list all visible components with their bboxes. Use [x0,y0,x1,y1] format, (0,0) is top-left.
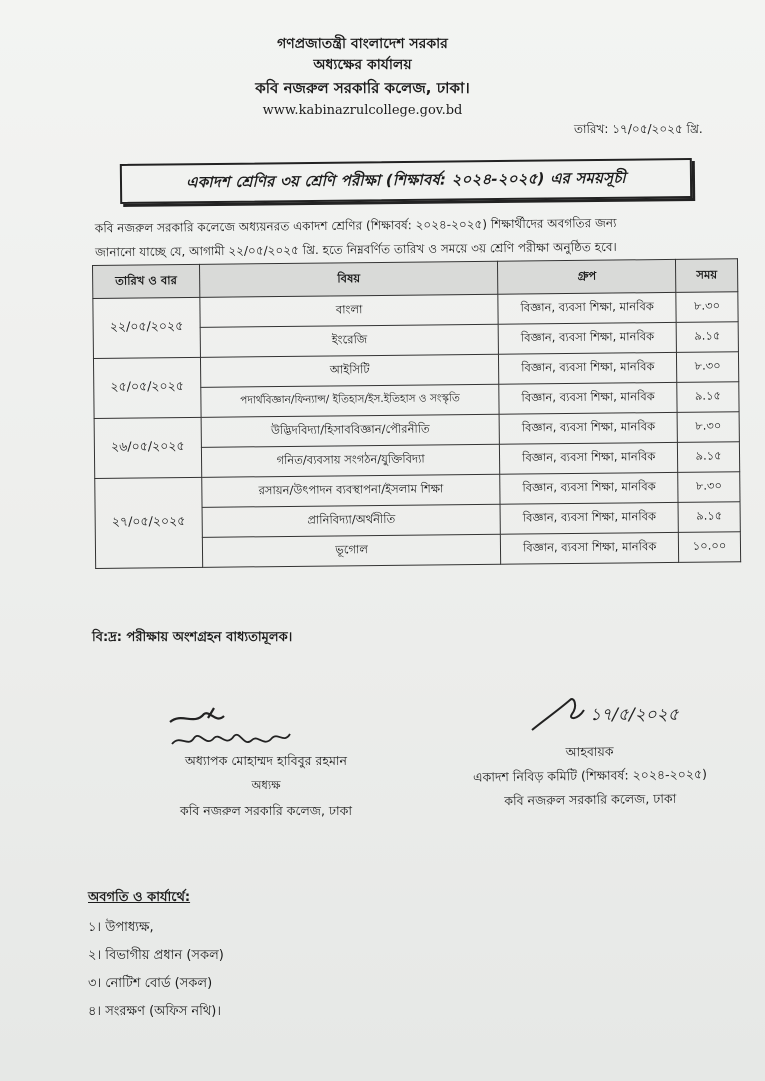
date-cell: ২৬/০৫/২০২৫ [94,417,201,478]
subject-cell: ভূগোল [202,534,501,567]
convener-designation: আহবায়ক [565,743,614,760]
date-cell: ২৭/০৫/২০২৫ [95,477,203,568]
distribution-list [88,884,224,1026]
convener-signature [530,690,710,744]
list-item: ৩। নোটিশ বোর্ড (সকল) [88,976,213,991]
subject-cell: আইসিটি [200,354,499,387]
subject-cell: প্রানিবিদ্যা/অর্থনীতি [202,504,501,537]
time-cell: ৮.৩০ [677,412,739,443]
group-cell: বিজ্ঞান, ব্যবসা শিক্ষা, মানবিক [501,532,679,564]
header-group: গ্রুপ [498,259,676,294]
college-website: www.kabinazrulcollege.gov.bd [262,103,463,118]
college-name: কবি নজরুল সরকারি কলেজ, ঢাকা। [255,79,470,97]
subject-cell: রসায়ন/উৎপাদন ব্যবস্থাপনা/ইসলাম শিক্ষা [202,474,501,507]
principal-signature-scribble [164,704,304,752]
distribution-heading: অবগতি ও কার্যার্থে: [88,890,191,905]
list-item: ১। উপাধ্যক্ষ, [88,920,154,935]
list-item: ৪। সংরক্ষণ (অফিস নথি)। [88,1004,221,1019]
principal-designation: অধ্যক্ষ [251,778,281,792]
convener-institution: কবি নজরুল সরকারি কলেজ, ঢাকা [504,790,677,809]
list-item: ২। বিভাগীয় প্রধান (সকল) [88,948,224,963]
time-cell: ৯.১৫ [678,502,740,533]
office-name: অধ্যক্ষের কার্যালয় [313,57,412,73]
convener-committee: একাদশ নিবিড় কমিটি (শিক্ষাবর্ষ: ২০২৪-২০২৫) [472,766,708,785]
group-cell: বিজ্ঞান, ব্যবসা শিক্ষা, মানবিক [500,502,678,534]
intro-line-2: জানানো যাচ্ছে যে, আগামী ২২/০৫/২০২৫ খ্রি. হতে নিম্নবর্ণিত তারিখ ও সময়ে ৩য় শ্রেণি পরীক্ষা অনুষ্ঠিত হবে। [95,239,617,260]
convener-signature-date: ১৭/৫/২০২৫ [590,705,679,725]
group-cell: বিজ্ঞান, ব্যবসা শিক্ষা, মানবিক [498,292,676,324]
time-cell: ৯.১৫ [676,322,738,353]
principal-name: অধ্যাপক মোহাম্মদ হাবিবুর রহমান [185,753,347,768]
time-cell: ১০.০০ [678,532,740,563]
govt-name: গণপ্রজাতন্ত্রী বাংলাদেশ সরকার [277,36,448,52]
subject-cell: পদার্থবিজ্ঞান/ফিন্যান্স/ ইতিহাস/ইস.ইতিহাস ও সংস্কৃতি [201,384,500,417]
date-cell: ২২/০৫/২০২৫ [93,297,200,358]
group-cell: বিজ্ঞান, ব্যবসা শিক্ষা, মানবিক [499,382,677,414]
convener-signature-scribble [530,690,710,740]
header-time: সময় [676,259,738,293]
header-subject: বিষয় [199,261,498,297]
time-cell: ৮.৩০ [677,352,739,383]
exam-schedule-table [92,258,741,569]
time-cell: ৮.৩০ [676,292,738,323]
time-cell: ৮.৩০ [678,472,740,503]
convener-block [440,738,741,814]
mandatory-note: বি:দ্র: পরীক্ষায় অংশগ্রহন বাধ্যতামূলক। [92,630,293,645]
subject-cell: গনিত/ব্যবসায় সংগঠন/যুক্তিবিদ্যা [201,444,500,477]
subject-cell: বাংলা [200,294,499,327]
notice-title-box [120,158,692,204]
time-cell: ৯.১৫ [677,442,739,473]
subject-cell: ইংরেজি [200,324,499,357]
notice-title: একাদশ শ্রেণির ৩য় শ্রেণি পরীক্ষা (শিক্ষাবর্ষ: ২০২৪-২০২৫) এর সময়সূচী [185,168,626,191]
group-cell: বিজ্ঞান, ব্যবসা শিক্ষা, মানবিক [499,352,677,384]
intro-paragraph [95,210,735,265]
principal-institution: কবি নজরুল সরকারি কলেজ, ঢাকা [180,803,352,818]
group-cell: বিজ্ঞান, ব্যবসা শিক্ষা, মানবিক [500,442,678,474]
header-date: তারিখ ও বার [93,264,200,298]
letterhead [0,34,765,122]
time-cell: ৯.১৫ [677,382,739,413]
group-cell: বিজ্ঞান, ব্যবসা শিক্ষা, মানবিক [500,472,678,504]
group-cell: বিজ্ঞান, ব্যবসা শিক্ষা, মানবিক [499,412,677,444]
principal-block [166,748,366,823]
group-cell: বিজ্ঞান, ব্যবসা শিক্ষা, মানবিক [499,322,677,354]
subject-cell: উদ্ভিদবিদ্যা/হিসাববিজ্ঞান/পৌরনীতি [201,414,500,447]
intro-line-1: কবি নজরুল সরকারি কলেজে অধ্যয়নরত একাদশ শ্রেণির (শিক্ষাবর্ষ: ২০২৪-২০২৫) শিক্ষার্থীদের অবগতির জন্য [94,215,617,236]
date-cell: ২৫/০৫/২০২৫ [93,357,200,418]
notice-date: তারিখ: ১৭/০৫/২০২৫ খ্রি. [574,122,703,136]
